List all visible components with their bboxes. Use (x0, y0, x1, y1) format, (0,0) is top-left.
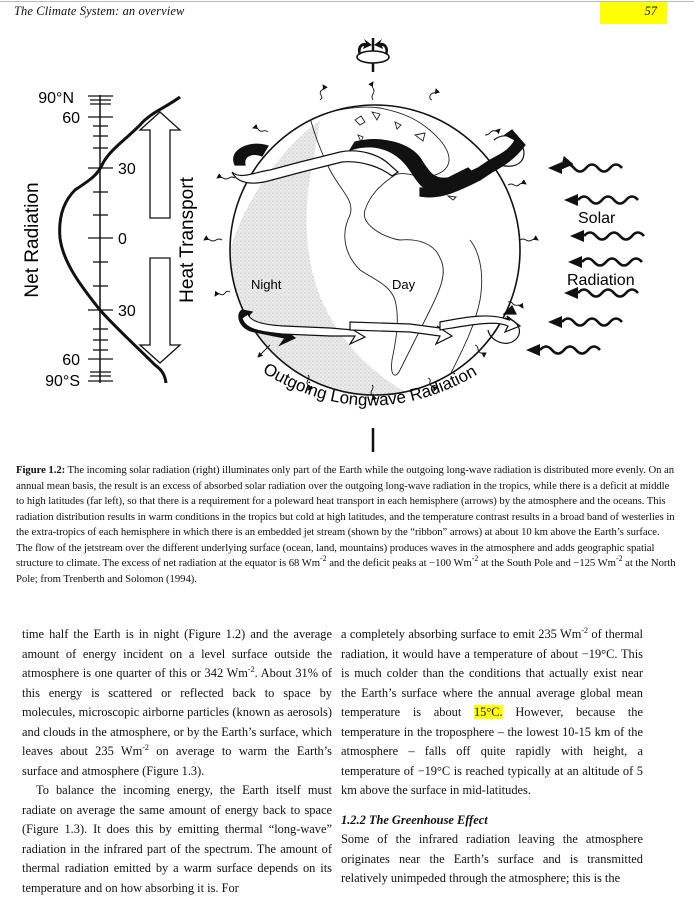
text: a completely absorbing surface to emit 235 Wm (341, 627, 582, 641)
superscript: -2 (471, 554, 479, 563)
outgoing-longwave-label: Outgoing Longwave Radiation (259, 359, 480, 410)
paragraph: To balance the incoming energy, the Earth itself must radiate on average the same amount of energy back to space (Figure 1.3). It does this by emitting thermal “long-wave” radiation in the infrared part of the spectrum. The amount of thermal radiation emitted by a warm surface depends on its temperature and on how absorbing it is. For (22, 783, 332, 895)
running-head: The Climate System: an overview (14, 4, 185, 18)
radiation-label: Radiation (567, 272, 635, 289)
axis-label-90s: 90°S (45, 373, 80, 390)
paragraph (341, 625, 643, 801)
day-label: Day (392, 277, 416, 292)
axis-label-60s: 60 (62, 352, 80, 369)
superscript: -2 (581, 626, 589, 635)
caption-text: at the South Pole and −125 Wm (478, 557, 616, 569)
text: . About 31% of this energy is scattered or reflected back to space by molecules, microscopic airborne particles (known as aerosols) and clouds in the atmosphere, or by the Earth’s surface, which leaves about 235 Wm (22, 666, 333, 758)
figure-label: Figure 1.2: (16, 464, 66, 476)
heat-transport-label: Heat Transport (177, 177, 198, 303)
axis-label-90n: 90°N (38, 90, 74, 107)
figure-1-2 (0, 28, 694, 458)
earth-rotation-icon (357, 38, 389, 100)
paragraph (22, 625, 332, 781)
caption-text: and the deficit peaks at −100 Wm (326, 557, 472, 569)
text: of thermal radiation, it would have a temperature of about −19°C. This is much colder than the conditions that actually exist near the Earth’s surface where the annual average global mean temperature is about (341, 627, 643, 719)
caption-text: at the North Pole; from Trenberth and Solomon (1994). (16, 557, 676, 585)
text: on average to warm the Earth’s surface and atmosphere (Figure 1.3). (22, 744, 332, 778)
net-radiation-title: Net Radiation (22, 182, 43, 298)
axis-label-0: 0 (118, 231, 127, 248)
page-top-rule (0, 1, 694, 2)
solar-arrowheads (526, 162, 584, 356)
superscript: -2 (247, 665, 255, 674)
section-heading: 1.2.2 The Greenhouse Effect (341, 812, 488, 827)
axis-label-60n: 60 (62, 110, 80, 127)
caption-text: The incoming solar radiation (right) illuminates only part of the Earth while the outgoing long-wave radiation is distributed more evenly. On an annual mean basis, the result is an excess of absorbed solar radiation over the outgoing long-wave radiation in the tropics, while there is a deficit at middle to high latitudes (far left), so that there is a requirement for a poleward heat transport in each hemisphere (arrows) by the atmosphere and the oceans. This radiation distribution results in warm conditions in the tropics but cold at high latitudes, and the temperature contrast results in a broad band of westerlies in the extra-tropics of each hemisphere in which there is an embedded jet stream (shown by the “ribbon” arrows) at about 10 km above the Earth’s surface. The flow of the jetstream over the different underlying surface (ocean, land, mountains) produces waves in the atmosphere and adds geographic spatial structure to climate. The excess of net radiation at the equator is 68 Wm (16, 464, 675, 569)
superscript: -2 (615, 554, 623, 563)
axis-label-30n: 30 (118, 161, 136, 178)
solar-label: Solar (578, 210, 616, 227)
superscript: -2 (320, 554, 327, 563)
earth-globe (230, 105, 520, 403)
night-label: Night (251, 277, 282, 292)
body-column-left (22, 625, 332, 898)
text: However, because the temperature in the troposphere – the lowest 10-15 km of the atmosphere – falls off quite rapidly with height, a temperature of −19°C is reached typically at an altitude of 5 km above the surface in mid-latitudes. (341, 705, 643, 797)
page-number: 57 (600, 2, 667, 24)
heat-transport-arrow-icon (140, 112, 180, 363)
axis-label-30s: 30 (118, 303, 136, 320)
text: time half the Earth is in night (Figure 1.2) and the average amount of energy incident on a level surface outside the atmosphere is one quarter of this or 342 Wm (22, 627, 332, 680)
body-column-right (341, 625, 643, 889)
figure-caption (16, 463, 676, 587)
highlighted-text: 15°C. (473, 705, 503, 719)
paragraph: Some of the infrared radiation leaving the atmosphere originates near the Earth’s surface and is transmitted relatively unimpeded through the atmosphere; this is the (341, 832, 643, 885)
superscript: -2 (142, 743, 149, 752)
